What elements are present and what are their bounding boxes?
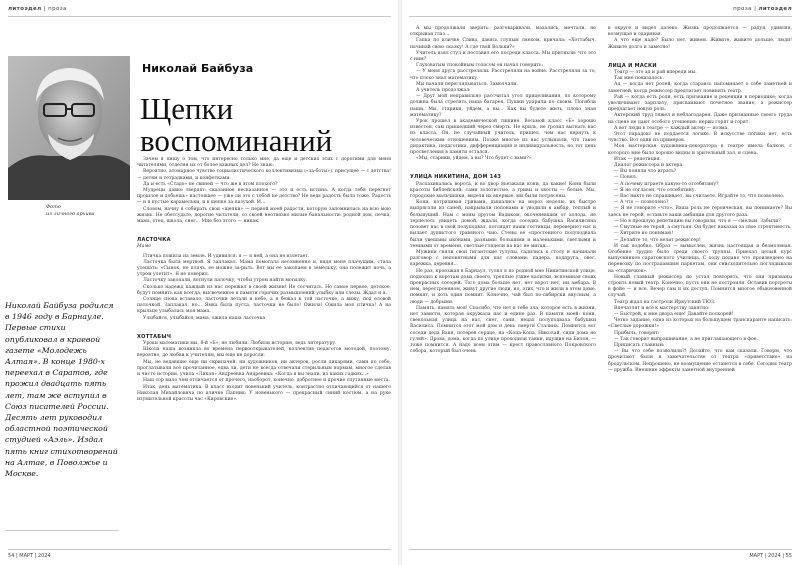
spacer	[608, 51, 792, 58]
paragraph: Актерский труд тяжел и неблагодарен. Даже признанные своего труда на сцене не дают особого утешения: нервы горят и горят.	[608, 113, 792, 125]
paragraph: в округе и видел далеко. Жизнь продолжается — радуя, удивляя, возмущая и одаривая.	[608, 26, 792, 38]
section-name: литоэдел	[8, 6, 42, 12]
title-line: воспоминаний	[140, 123, 333, 158]
paragraph: Четко задание, одна из которых на большущем транспаранте написать: «Светлые дорожки!»	[608, 318, 792, 330]
spacer	[410, 162, 596, 169]
paragraph: — Хитрите но понимаю!	[614, 231, 674, 237]
paragraph: «Мы, старики, уйдем, а вы? Что будет с вами?»	[416, 156, 532, 162]
rubric-name: проза	[48, 6, 67, 12]
separator: |	[43, 6, 49, 12]
page-number: 55	[785, 553, 792, 559]
right-footer	[749, 553, 792, 559]
page-number: 54	[8, 553, 15, 559]
paragraph: Приписать главным:	[614, 342, 665, 348]
paragraph: Мы начали переглядываться. Замолчали.	[416, 81, 518, 87]
photo-caption	[46, 204, 126, 218]
paragraph: — Вас никто не спрашивает, вы считаете. Играйте то, что позволено.	[614, 194, 785, 200]
paragraph: — У меня друга расстреляли. Расстреляли на войне. Расстреляли за то, что плохо знал математику.	[410, 69, 596, 81]
paragraph: И так подобно. Образ — вымыслен, жизнь настоящая и безмолвная. Особенно трудно было среди своего труппы. Приехал целый курс выпускников саратовского училища. С ходу подано что произведено на перевозку по пострадавшим паркетам, они снисходительно поглядывали на «старичков».	[608, 243, 792, 274]
header-rule	[8, 16, 391, 17]
section-heading: ЛАСТОЧКА	[137, 237, 171, 244]
spacer	[137, 322, 391, 329]
paragraph: Учитель взял стул и поставил его посреди класса. Мы притихли: что это с ним?	[410, 50, 596, 63]
section-name: литоэдел	[758, 6, 792, 12]
author-name: Николай Байбуза	[142, 62, 254, 75]
paragraph: Глуховатым спокойным голосом он начал говорить:	[416, 63, 544, 69]
paragraph: — Смутные не герой, а смутьян. Он будет наказан за свое строптивость.	[614, 225, 792, 231]
paragraph: Итак — репетиция.	[614, 156, 662, 162]
issue-date: МАРТ | 2024	[749, 553, 781, 559]
article-title	[140, 93, 332, 157]
left-body-column	[137, 157, 391, 403]
caption-line: из личного архива	[46, 211, 95, 217]
separator: |	[754, 6, 759, 12]
section-dedication: Маме	[137, 244, 151, 250]
paragraph: Не раз, проезжая в Барнаул, тулял я по родной мне Никитинской улице, подходил к воротам дома своего, треплые узкие калитки, вспоминая своих прекрасных соседей. Того дома больше нет, нет ворот нет, ни амбара. В нем, перестроенном, живут другие люди, но, этих, что и жили в этом доме, помнят, и хоть один помнит. Конечно, чай был по-сибирски вкусным, а люди — добрыми.	[410, 268, 596, 305]
paragraph: Театр — это ад и рай впереди мы.	[614, 70, 697, 76]
paragraph: — Я не согласен, что отсебятину.	[614, 187, 697, 193]
paragraph: Кони, потряхивая гривами, дышались на мороз неделю, их быстро выпрягали из саней, накрывали попонами и уводили в амбар, теплый и большущий. Нам с моим другом Вадиком, окоченевшим от холода, не терпелось увидеть домой, ждали, когда соседка бабушка Василисина позовет нас в свой полуподвал, поглядят наши гостинцы, перевернет нас и вылает душистого травяного чаю. Стены ее «простенного полуподвала были увешаны иконами, разными: большими и маленькими, светлыми и темными от времени, светлые глядели на нас не мигая...	[410, 200, 596, 249]
bio-divider	[5, 530, 119, 531]
paragraph: Гапка по кличке Слива, давясь глупым смехом, кричала: «Хоттабыч, начинай свою сказку! А где твой Вольки?»	[410, 38, 596, 50]
paragraph: Моя мастерская художника-декоратора в театре имела балкон, с которого мне было хорошо видны и зрительный зал, и сцена.	[608, 144, 792, 156]
paragraph: А мы продолжали зверить: разговаривали, махались, мечтали, не открывая глаз...	[410, 26, 596, 38]
paragraph: Рай — когда есть роли, есть признание и реценции в периодике; когда увеличивают зарплату, присваивают почетное звание, а режиссер предлагает новую роль.	[608, 94, 792, 113]
paragraph: — А почему играете какую-то отсебятину?	[614, 181, 719, 187]
left-page	[0, 0, 399, 565]
paragraph: Распахивались ворота, и во двор въезжали кони, да какие! Кони были красоты библейской: сами золотистые, а гривы и хвосты — белые. Мы, городские мальчишки, видели их впервые, мы были потрясены.	[410, 181, 596, 200]
paragraph: Улыбайся, улыбайся, мама, ожила наша ласточка	[143, 315, 266, 321]
footer-rule	[8, 549, 391, 550]
paragraph: Урок прошел в академической тишине. Восьмой класс «Б» хорошо известен, сам пришедший через смерть. Не криль, не грозил выгнать нас из класса. Он, не случайный учитель, пришел, чем нас вернуть к человеческим отношениям. Позже многое из нас услышали, что такое дидактика, педагогика, дифференциация и индивидуальность, но тот день просветления в памяти остался.	[410, 119, 596, 156]
paragraph: — Но в прошлую репетицию вы говорили, что я — смелым. Забыли?	[614, 218, 781, 224]
paragraph: Итак, день математика. В класс входит новенький учитель, контрастно отличающийся от нашего Николая Михайловича по кличке Папник: У новенького — прекрасный синий костюм, а на руке изумительной красоты час «Кировские».	[137, 384, 391, 402]
paragraph: Ласточка была мертвой. Я заплакал. Мама помогала несомненно и, видя меня плачущим, стала утешать: «Сынок, не плачь, ее можно за-рыть. Вот мы ее закопаем в земельку, она полежит ночь, а утром улетит». Я не поверил.	[137, 259, 391, 278]
author-bio: Николай Байбуза родился в 1946 году в Барнауле. Первые стихи опубликовал в краевой газете «Молодежь Алтая». В конце 1980-х переехал в Саратов, где прожил двадцать пять лет, там же вступил в Союз писателей России. Десять лет руководил областной поэтической студией «Аэль». Издал пять книг стихотворений на Алтае, в Поволжье и Москве.	[5, 301, 118, 479]
header-rule	[409, 16, 792, 17]
paragraph: Зачем я пишу о том, что интересно только мне, да еще и детских этих с дорогими для меня читателями, отделяя их от более важных дел? Не знаю.	[137, 157, 391, 169]
paragraph: Новый главный режиссер не устал повторять, что они призваны строить новый театр. Конечно, пусть они не построили. Оставив портреты в фойе — и все. Вечер сам и их доступ. Помнится многое обыкновенной случай.	[608, 274, 792, 299]
separator: |	[782, 553, 786, 559]
section-heading: ХОТТАБЫЧ	[137, 333, 172, 340]
section-heading: ЛИЦА И МАСКИ	[608, 62, 657, 69]
author-photo	[8, 56, 130, 200]
paragraph: Птичка пожила на земле. И удивился: я — я ней, а она не взлетает.	[143, 253, 310, 259]
paragraph: А что еще надо? Было нет, живем. Живите, живите дольше, люди! Живите долго и заметно!	[608, 38, 792, 50]
footer-rule	[409, 549, 792, 550]
title-line: Щепки	[140, 91, 234, 126]
paragraph: Прибыль, говорит:	[614, 330, 660, 336]
paragraph: А вот люди в театре — каждый актер — поэма.	[614, 125, 729, 131]
paragraph: Впечатлят и все к мастерству занятно:	[614, 305, 710, 311]
paragraph: Диалог режиссера и актера.	[614, 163, 684, 169]
paragraph: Словом, начну я собирать свои «щепки» — первой моей радости, которую запомнилась на всю мою жизнь. Не обессудьте, дорогие читатели, со своей неотвязно милые банальности: родной дом, печка, мама, отец, школа, снег... Мне без этого — никак.	[137, 206, 391, 225]
paragraph: Мы, не ведавшие еще ни скрипачей, ни художников, ни актеров, росли дикарями, сами по себе, проглатывали всё прочитанное, едва ли, дети не всегда отвечали стерильным нормам, многое сделав и чисто истории, учила «Ликая» Андреевна Андреевна: «Когда в вы знали, из каких гадких...»	[137, 359, 391, 378]
paragraph: — Понял.	[614, 175, 638, 181]
paragraph: Ад — когда нет ролей; когда стараясь напоминает о себе заметней и заметней; когда режиссер предлагает повинить театр.	[608, 82, 792, 94]
paragraph: — Так говорит выпрашивание, а не приглашающего в фое.	[614, 336, 758, 342]
right-column-a	[410, 26, 596, 355]
paragraph: — А что — позволено?	[614, 200, 669, 206]
paragraph: — Друг мой неправильно рассчитал угол прицеливания, по которому должна была стрелять наша батарея. Пушки ударили по своим. Погибли наши. Мы, старики, уйдем, а вы... Как вы будете жить, плохо зная математику?	[410, 94, 596, 118]
paragraph: Театр ждал на гастроли Иркутский ТЮЗ.	[614, 299, 716, 305]
paragraph: — Делайте то, что велит режиссер!	[614, 237, 701, 243]
paragraph: — Быстрей, к мне двора еще! Давайте поскорей!	[614, 311, 734, 317]
paragraph: Вероятно, атомарное чувство социалистического коллективизма («за-боты»), присущее — с детства! — детям и тетрадками, и конфетками.	[137, 169, 391, 181]
paragraph: Сколько надежд каждый из нас пережил в своей жизни! Не сосчитать. Но самое первое, детское, будут помнить как всегда, высвеченное в памяти горячих размышлений улыбку или слезы. Ждал и я.	[137, 284, 391, 296]
right-column-b	[608, 26, 792, 374]
paragraph: А учитель продолжал:	[416, 88, 471, 94]
right-running-head	[733, 6, 792, 12]
paragraph: Школа наша возникла во времена первооткрывателей, коллектив педагогов молодой, поэтому, вероятно, до любви к учителям, мы еще не доросли.	[137, 347, 391, 359]
paragraph: Наш сор мало чем отличается от прочего, наоборот, конечно, добротнее и прочие спутанные места.	[143, 378, 390, 384]
rubric-name: проза	[733, 6, 752, 12]
issue-date: МАРТ | 2024	[19, 553, 51, 559]
left-footer	[8, 553, 51, 559]
section-heading: УЛИЦА НИКИТИНА, ДОМ 143	[410, 174, 502, 181]
separator: |	[15, 553, 20, 559]
paragraph: Так мне показалось.	[614, 76, 664, 82]
left-running-head	[8, 6, 67, 12]
spacer	[137, 225, 391, 232]
paragraph: Солнце снова вставало, ласточки летали в небе, а я бежал к той ласточке, а вижу, под еловой палочкой. Заплакал, но... Ямка была пуста, ласточки не было! Ожила! Ожила моя птичка! А на крыльце улыбалась моя мама.	[137, 297, 391, 315]
paragraph: — Я не говорите «что». Ваша роль не героическая, вы понимаете? Вы здесь не герой, оставьте ваши амбиции для другого раза.	[608, 206, 792, 218]
paragraph: Да и есть «Стадо» не свиней — что же в этом плохого?	[143, 181, 278, 187]
paragraph: Мужики сняли свои гигантские тулупы, садились к столу и начинали разговор с непонятными для нас словами: падера, подпруга, овес, варежка, деревня...	[410, 249, 596, 268]
paragraph: Уроки математики мы, 8-й «Б», не любили. Любили историю, ведь литературу.	[143, 341, 337, 347]
paragraph: Память, память моя! Спасибо, что нет в тебе зла, которое есть в жизни, нет зависти, которая окружала нас и едине раз. В памяти моей: кони, свекольная улица на нас, снег, сани, нецах полуподвала бабушки Василиса. Помнится этот мой дом и день смерти Сталина. Помнится вот соседи деда Ваня, потерев сердце, на «Копа-Копа, Николай, сиди дома не гуляй». Дрова, дома, когда по улице проходили танки, идущие на Билон, — тоже помнится. А надо всем этим — крест православного Покровского собора, который был очень	[410, 305, 596, 355]
paragraph: — Вы поняли что играть?	[614, 169, 677, 175]
paragraph: Этот парадокс не поддается логике. В искусстве логики нет, есть чувство. Вот один из примеров.	[608, 132, 792, 144]
caption-line: Фото	[46, 204, 61, 210]
paragraph: Мудрецы давно твердят: сказанное несказанное — это и есть истина. А когда тебя перегнет прошлое и добьешь» настоящее — уже ли это с тобой не детство? Не ведь радость была тоже. Радость — и в пустые карамельки, и в щепке за пазухой. И...	[137, 188, 391, 206]
paragraph: — Вы что себе позволили?! Делайте, что вам сказали. Говорю, что прочитают были в замечательстве от театра «приветствие» на бродульском. Непрошено, не возмущение останется в себе. Сегодня театр — дружба. Внешние эффекты заметной внутренней	[608, 349, 792, 373]
paragraph: Ласточку закопали, вотнули палочку, чтобы утром найти могилку.	[143, 278, 308, 284]
